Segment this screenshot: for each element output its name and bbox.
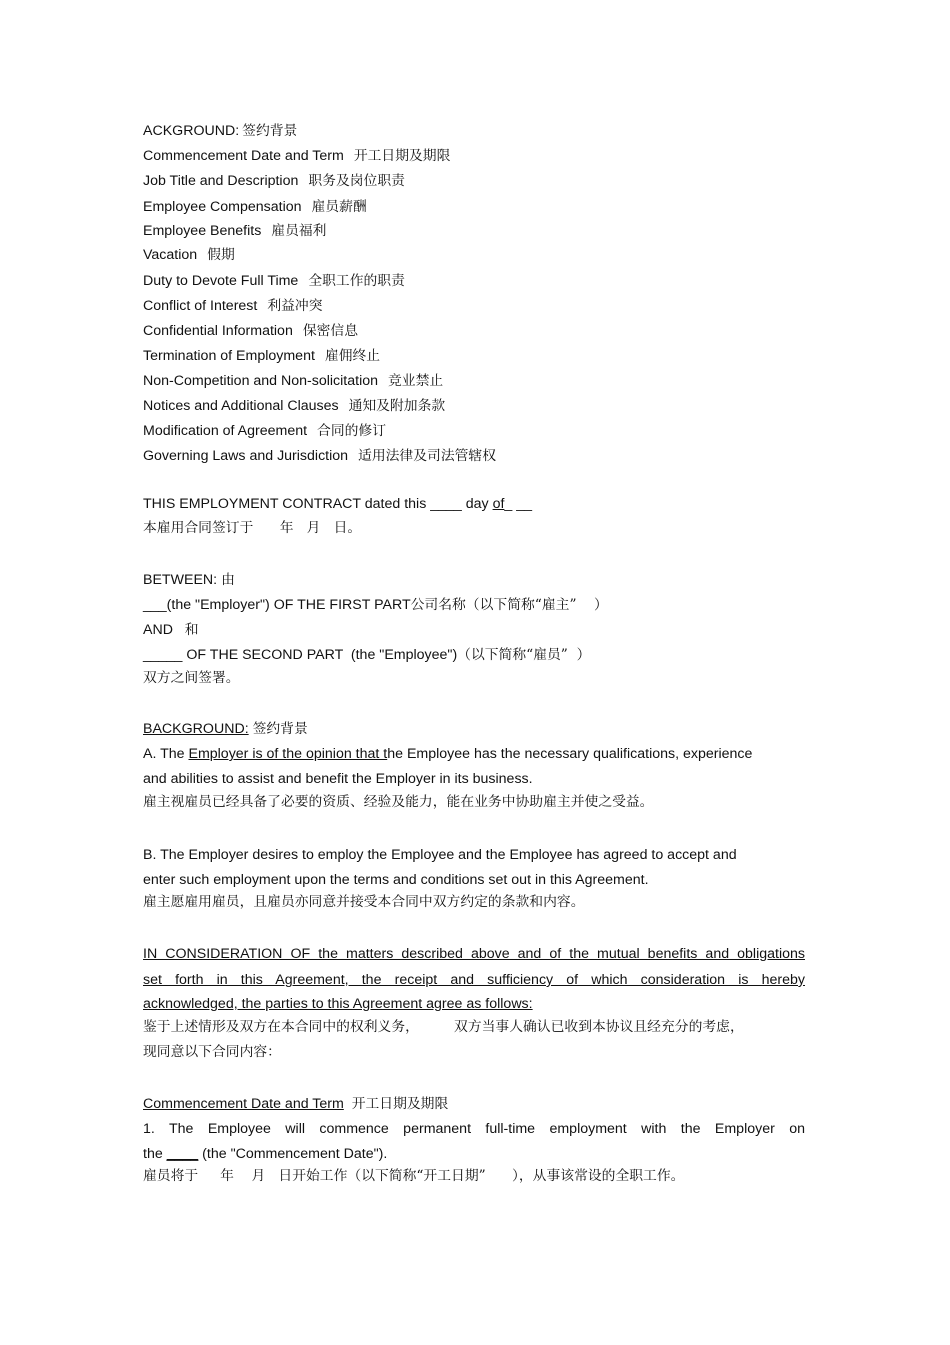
toc-item-en: Modification of Agreement: [143, 423, 308, 439]
toc-item-cn: 签约背景: [242, 123, 298, 139]
toc-item: [143, 272, 405, 290]
toc-item-en: Vacation: [143, 247, 198, 263]
background-heading-en: BACKGROUND:: [143, 721, 249, 737]
toc-item-en: Employee Compensation: [143, 199, 302, 215]
toc-item: [143, 447, 496, 465]
first-party-line: [143, 596, 608, 614]
toc-item-en: Non-Competition and Non-solicitation: [143, 373, 379, 389]
dated-blank: _ __: [504, 496, 533, 512]
toc-item-en: Duty to Devote Full Time: [143, 273, 299, 289]
toc-item: [143, 322, 358, 340]
toc-item-cn: 雇员福利: [271, 223, 327, 239]
background-a-rest: he Employee has the necessary qualifications, experience: [387, 746, 753, 762]
toc-item-cn: 全职工作的职责: [308, 273, 405, 289]
toc-item-en: Commencement Date and Term: [143, 148, 344, 164]
second-party-line: [143, 646, 590, 664]
toc-item-cn: 假期: [207, 247, 235, 263]
commencement-date-blank: ____: [166, 1146, 199, 1162]
signed-between-cn: 双方之间签署。: [143, 670, 240, 686]
toc-item: [143, 198, 367, 216]
toc-item: [143, 222, 326, 240]
toc-item: [143, 397, 445, 415]
consideration-line3: acknowledged, the parties to this Agreement agree as follows:: [143, 996, 533, 1012]
between-cn: 由: [221, 572, 235, 588]
toc-item-en: Confidential Information: [143, 323, 293, 339]
first-party-cn: 公司名称（以下简称“雇主” ）: [410, 597, 608, 613]
consideration-cn2: 现同意以下合同内容：: [143, 1044, 281, 1060]
commencement-p1-line1: 1. The Employee will commence permanent full-time employment with the Employer on: [143, 1121, 805, 1137]
toc-item: [143, 147, 450, 165]
toc-item-en: Governing Laws and Jurisdiction: [143, 448, 349, 464]
background-a-line1: [143, 745, 752, 763]
toc-item-cn: 雇佣终止: [324, 348, 381, 364]
background-a-prefix: A. The: [143, 746, 189, 762]
dated-of: of: [492, 496, 505, 512]
toc-item: [143, 122, 297, 140]
commencement-the: the: [143, 1146, 167, 1162]
background-a-underlined: Employer is of the opinion that t: [188, 746, 388, 762]
toc-item-cn: 竞业禁止: [388, 373, 444, 389]
background-b-cn: 雇主愿雇用雇员，且雇员亦同意并接受本合同中双方约定的条款和内容。: [143, 894, 585, 910]
second-party-en: _____ OF THE SECOND PART (the "Employee"): [143, 647, 458, 663]
and-en: AND: [143, 622, 173, 638]
and-line: [143, 621, 199, 639]
toc-item: [143, 422, 386, 440]
background-heading: [143, 720, 308, 738]
toc-item-cn: 合同的修订: [317, 423, 387, 439]
consideration-line1: IN CONSIDERATION OF the matters described above and of the mutual benefits and obligations: [143, 946, 805, 962]
toc-item: [143, 297, 323, 315]
toc-item-cn: 利益冲突: [267, 298, 323, 314]
background-b-line2: enter such employment upon the terms and conditions set out in this Agreement.: [143, 872, 649, 888]
toc-item: [143, 372, 443, 390]
toc-item-en: Job Title and Description: [143, 173, 299, 189]
commencement-heading-en: Commencement Date and Term: [143, 1096, 344, 1112]
toc-item: [143, 246, 235, 264]
toc-item-cn: 通知及附加条款: [348, 398, 446, 414]
background-a-line2: and abilities to assist and benefit the Employer in its business.: [143, 771, 533, 787]
toc-item: [143, 172, 405, 190]
consideration-cn1: 鉴于上述情形及双方在本合同中的权利义务， 双方当事人确认已收到本协议且经充分的考虑，: [143, 1019, 744, 1035]
second-party-cn: （以下简称“雇员” ）: [457, 647, 591, 663]
between-line: [143, 571, 235, 589]
background-b-line1: B. The Employer desires to employ the Employee and the Employee has agreed to accept and: [143, 847, 737, 863]
background-heading-cn: 签约背景: [252, 721, 308, 737]
toc-item-cn: 保密信息: [302, 323, 359, 339]
toc-item-cn: 职务及岗位职责: [308, 173, 405, 189]
toc-item-cn: 适用法律及司法管辖权: [358, 448, 497, 464]
background-a-cn: 雇主视雇员已经具备了必要的资质、经验及能力，能在业务中协助雇主并使之受益。: [143, 794, 654, 810]
first-party-en: ___(the "Employer") OF THE FIRST PART: [143, 597, 411, 613]
commencement-p1-line2: [143, 1145, 387, 1163]
dated-text: THIS EMPLOYMENT CONTRACT dated this ____ day: [143, 496, 493, 512]
commencement-date-label: (the "Commencement Date").: [198, 1146, 388, 1162]
toc-item-cn: 开工日期及期限: [353, 148, 451, 164]
toc-item-en: Notices and Additional Clauses: [143, 398, 339, 414]
toc-item-en: Termination of Employment: [143, 348, 315, 364]
commencement-heading: [143, 1095, 448, 1113]
toc-item-en: Conflict of Interest: [143, 298, 258, 314]
toc-item: [143, 347, 380, 365]
toc-item-en: Employee Benefits: [143, 223, 262, 239]
consideration-line2: set forth in this Agreement, the receipt and sufficiency of which consideration is hereby: [143, 972, 805, 988]
between-en: BETWEEN:: [143, 572, 218, 588]
contract-dated-line: [143, 495, 532, 513]
contract-dated-cn: 本雇用合同签订于 年 月 日。: [143, 520, 362, 536]
toc-item-en: ACKGROUND:: [143, 123, 240, 139]
and-cn: 和: [184, 622, 199, 638]
commencement-p1-cn: 雇员将于 年 月 日开始工作（以下简称“开工日期” ），从事该常设的全职工作。: [143, 1168, 685, 1184]
commencement-heading-cn: 开工日期及期限: [351, 1096, 449, 1112]
toc-item-cn: 雇员薪酬: [311, 199, 367, 215]
